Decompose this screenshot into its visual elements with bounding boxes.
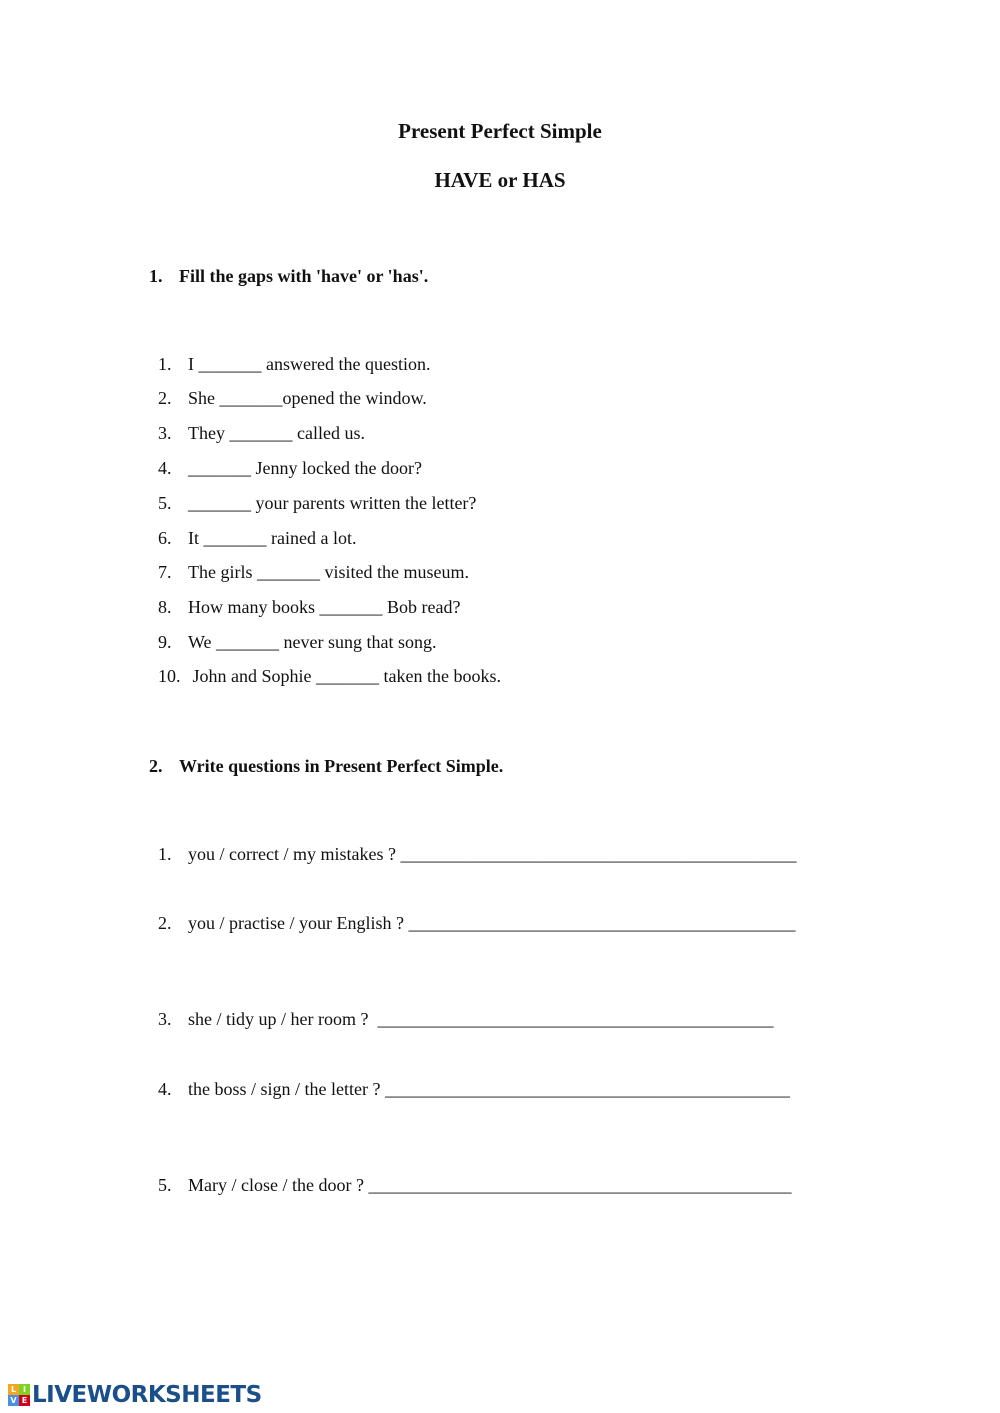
logo-icon [8, 1384, 30, 1406]
exercise-2-item [149, 1062, 790, 1098]
exercise-1-item [149, 511, 356, 547]
item-text: I _______ answered the question. [188, 354, 431, 374]
item-number: 2. [158, 388, 172, 408]
exercise-1-item [149, 441, 422, 477]
logo-letter: E [19, 1395, 30, 1406]
item-text: _______ your parents written the letter? [188, 493, 477, 513]
item-text: _______ Jenny locked the door? [188, 458, 422, 478]
liveworksheets-logo [8, 1382, 262, 1408]
page-title: Present Perfect Simple [398, 119, 602, 143]
section-heading-text: Write questions in Present Perfect Simple. [179, 756, 504, 776]
item-number: 4. [158, 1079, 172, 1099]
item-text: We _______ never sung that song. [188, 632, 437, 652]
exercise-1-item [149, 476, 476, 512]
logo-letter: I [19, 1384, 30, 1395]
item-number: 10. [158, 666, 181, 686]
logo-letter: L [8, 1384, 19, 1395]
exercise-1-item [149, 615, 437, 651]
logo-text: LIVEWORKSHEETS [32, 1382, 262, 1408]
exercise-1-item [149, 371, 427, 407]
item-number: 1. [158, 844, 172, 864]
section-heading-text: Fill the gaps with 'have' or 'has'. [179, 266, 429, 286]
exercise-1-item [149, 545, 469, 581]
item-number: 5. [158, 493, 172, 513]
item-number: 4. [158, 458, 172, 478]
section-1-heading [149, 267, 428, 285]
item-text: She _______opened the window. [188, 388, 427, 408]
item-number: 3. [158, 423, 172, 443]
item-number: 5. [158, 1175, 172, 1195]
logo-letter: V [8, 1395, 19, 1406]
item-text: you / practise / your English ? ___________________________________________ [188, 913, 796, 933]
exercise-2-item [149, 992, 773, 1028]
item-number: 6. [158, 528, 172, 548]
item-number: 1. [158, 354, 172, 374]
item-text: you / correct / my mistakes ? ____________________________________________ [188, 844, 797, 864]
item-text: How many books _______ Bob read? [188, 597, 461, 617]
item-text: the boss / sign / the letter ? _____________________________________________ [188, 1079, 790, 1099]
section-number: 1. [149, 266, 163, 286]
item-text: Mary / close / the door ? _______________________________________________ [188, 1175, 792, 1195]
exercise-2-item [149, 827, 796, 863]
item-text: They _______ called us. [188, 423, 365, 443]
item-number: 3. [158, 1009, 172, 1029]
section-number: 2. [149, 756, 163, 776]
item-text: she / tidy up / her room ? ____________________________________________ [188, 1009, 774, 1029]
exercise-1-item [149, 649, 501, 685]
exercise-1-item [149, 337, 430, 373]
exercise-1-item [149, 406, 365, 442]
item-text: John and Sophie _______ taken the books. [188, 666, 501, 686]
item-number: 2. [158, 913, 172, 933]
page-subtitle: HAVE or HAS [434, 168, 566, 192]
section-2-heading [149, 757, 503, 775]
exercise-1-item [149, 580, 460, 616]
exercise-2-item [149, 1158, 791, 1194]
exercise-2-item [149, 896, 795, 932]
item-text: It _______ rained a lot. [188, 528, 357, 548]
item-number: 8. [158, 597, 172, 617]
item-number: 7. [158, 562, 172, 582]
item-text: The girls _______ visited the museum. [188, 562, 469, 582]
item-number: 9. [158, 632, 172, 652]
